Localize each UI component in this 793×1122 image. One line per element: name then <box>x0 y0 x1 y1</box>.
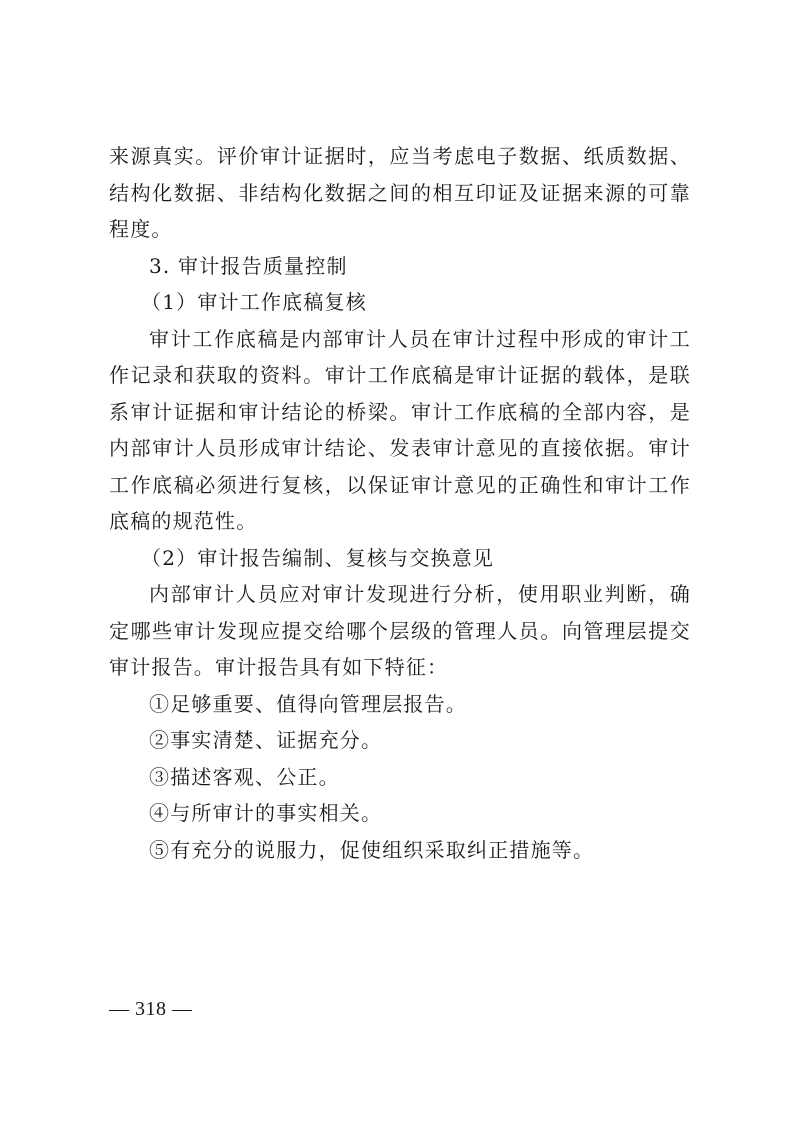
list-item: ③描述客观、公正。 <box>149 764 340 789</box>
list-item: ①足够重要、值得向管理层报告。 <box>149 691 467 716</box>
list-item: ⑤有充分的说服力，促使组织采取纠正措施等。 <box>149 837 595 862</box>
subsection-heading-workpaper-review: （1）审计工作底稿复核 <box>141 290 367 314</box>
paragraph-workpaper: 审计工作底稿是内部审计人员在审计过程中形成的审计工作记录和获取的资料。审计工作底稿是审计证据的载体，是联系审计证据和审计结论的桥梁。审计工作底稿的全部内容，是内部审计人员形成审计结论、发表审计意见的直接依据。审计工作底稿必须进行复核，以保证审计意见的正确性和审计工作底稿的规范性。 <box>109 326 691 533</box>
feature-list <box>109 686 691 869</box>
body-text <box>109 138 691 868</box>
list-item: ②事实清楚、证据充分。 <box>149 728 383 752</box>
section-heading: 3. 审计报告质量控制 <box>149 253 348 278</box>
paragraph-report: 内部审计人员应对审计发现进行分析，使用职业判断，确定哪些审计发现应提交给哪个层级的管理人员。向管理层提交审计报告。审计报告具有如下特征： <box>109 582 691 679</box>
paragraph-continuation: 来源真实。评价审计证据时，应当考虑电子数据、纸质数据、结构化数据、非结构化数据之间的相互印证及证据来源的可靠程度。 <box>109 144 691 241</box>
subsection-heading-report: （2）审计报告编制、复核与交换意见 <box>141 545 495 570</box>
page-number: — 318 — <box>109 998 193 1020</box>
list-item: ④与所审计的事实相关。 <box>149 801 383 825</box>
